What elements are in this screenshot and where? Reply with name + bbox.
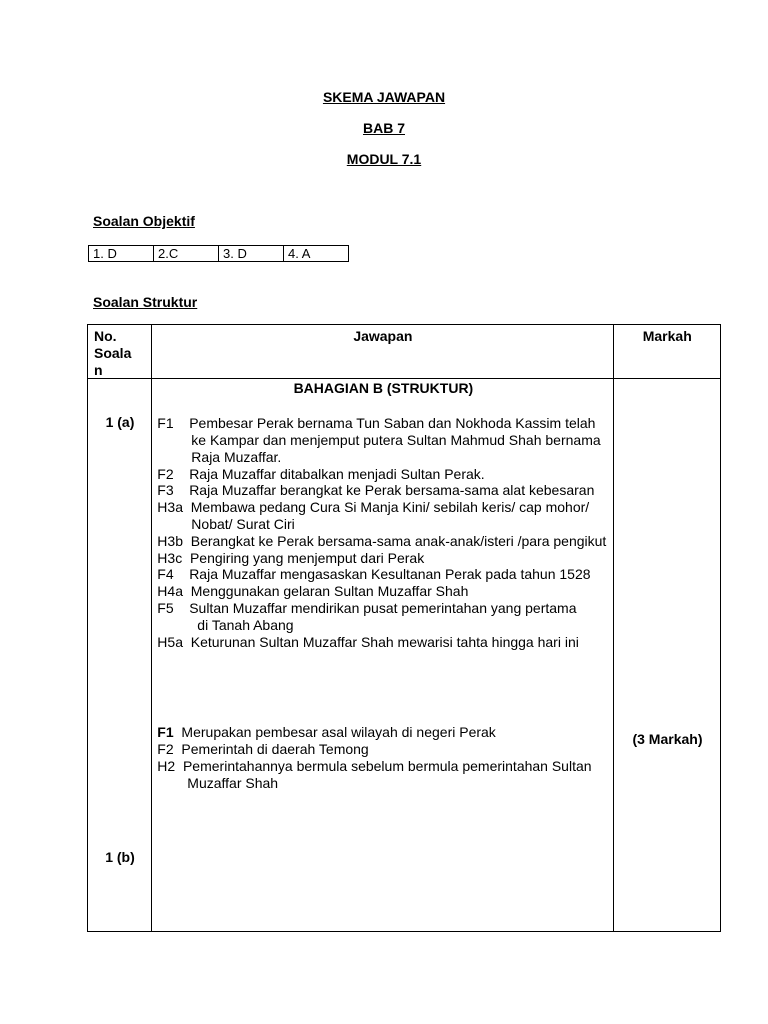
answer-line: F2 Raja Muzaffar ditabalkan menjadi Sultan Perak. — [157, 465, 485, 482]
answer-line: H5a Keturunan Sultan Muzaffar Shah mewarisi tahta hingga hari ini — [157, 633, 579, 650]
answer-code-f1: F1 — [157, 724, 174, 741]
objective-answer-1: 1. D — [89, 246, 154, 262]
answer-line: H3b Berangkat ke Perak bersama-sama anak-anak/isteri /para pengikut — [157, 532, 607, 549]
answer-line: ke Kampar dan menjemput putera Sultan Mahmud Shah bernama — [191, 431, 601, 448]
structure-heading: Soalan Struktur — [93, 294, 198, 310]
answer-line: F5 Sultan Muzaffar mendirikan pusat pemerintahan yang pertama — [157, 599, 577, 616]
column-header-no-line1: No. — [94, 328, 117, 344]
objective-heading: Soalan Objektif — [93, 213, 195, 229]
marks-cell — [614, 379, 721, 932]
structure-answers-table — [87, 324, 721, 932]
question-number-cell — [88, 379, 152, 932]
answer-text-f1: Merupakan pembesar asal wilayah di negeri Perak — [173, 724, 496, 741]
answer-line: di Tanah Abang — [197, 616, 294, 633]
answer-line: H2 Pemerintahannya bermula sebelum bermula pemerintahan Sultan — [157, 757, 592, 774]
column-header-no — [88, 325, 152, 379]
answer-line: F2 Pemerintah di daerah Temong — [157, 741, 369, 758]
answer-line: H3a Membawa pedang Cura Si Manja Kini/ sebilah keris/ cap mohor/ — [157, 499, 590, 516]
answer-spacer — [157, 650, 609, 724]
question-1a-label: 1 (a) — [105, 414, 135, 431]
answer-line — [157, 724, 609, 741]
answer-line: Nobat/ Surat Ciri — [191, 515, 295, 532]
objective-answers-table — [88, 245, 349, 262]
column-header-answer: Jawapan — [152, 325, 614, 379]
table-row — [88, 379, 721, 932]
objective-answer-3: 3. D — [219, 246, 284, 262]
module-title: MODUL 7.1 — [346, 151, 422, 167]
column-header-marks: Markah — [614, 325, 721, 379]
section-title: BAHAGIAN B (STRUKTUR) — [293, 380, 474, 397]
answer-line: Muzaffar Shah — [187, 774, 279, 791]
answer-line: H4a Menggunakan gelaran Sultan Muzaffar Shah — [157, 583, 469, 600]
column-header-no-line2: Soala — [94, 344, 132, 361]
chapter-title: BAB 7 — [362, 120, 405, 136]
answer-line: F1 Pembesar Perak bernama Tun Saban dan Nokhoda Kassim telah — [157, 415, 596, 432]
answer-cell — [152, 379, 614, 932]
document-title: SKEMA JAWAPAN — [322, 89, 446, 105]
answer-line: F4 Raja Muzaffar mengasaskan Kesultanan Perak pada tahun 1528 — [157, 566, 591, 583]
objective-answer-4: 4. A — [284, 246, 349, 262]
table-header-row — [88, 325, 721, 379]
question-1a-marks: (3 Markah) — [632, 731, 703, 748]
question-1b-label: 1 (b) — [105, 849, 135, 866]
answer-line: F3 Raja Muzaffar berangkat ke Perak bersama-sama alat kebesaran — [157, 482, 595, 499]
answer-line: H3c Pengiring yang menjemput dari Perak — [157, 549, 425, 566]
objective-answer-2: 2.C — [154, 246, 219, 262]
column-header-no-line3: n — [94, 361, 103, 378]
answer-line: Raja Muzaffar. — [191, 448, 282, 465]
